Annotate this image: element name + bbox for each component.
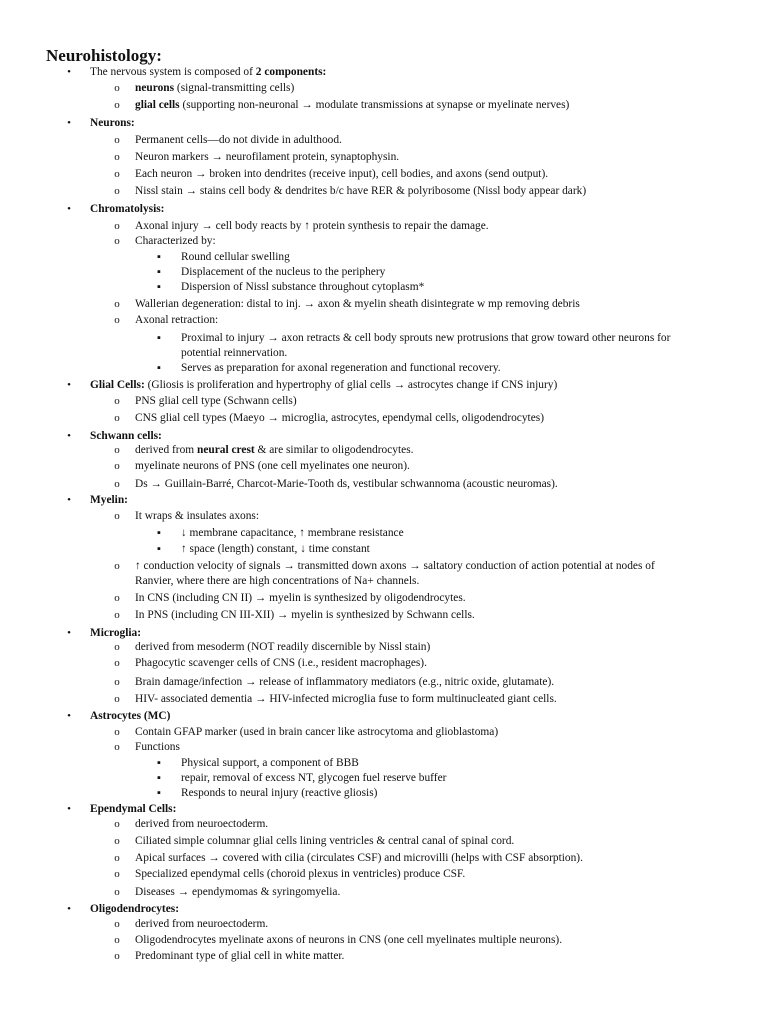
text-segment: HIV- associated dementia → HIV-infected microglia fuse to form multinucleated giant cells. — [135, 693, 557, 705]
list-item-text — [135, 851, 583, 866]
bold-text: Astrocytes (MC) — [90, 710, 171, 722]
text-segment: Dispersion of Nissl substance throughout cytoplasm* — [181, 281, 425, 293]
text-segment: PNS glial cell type (Schwann cells) — [135, 395, 297, 407]
bullet-icon: • — [67, 117, 71, 129]
bullet-icon: • — [67, 430, 71, 442]
list-item-text — [135, 234, 216, 249]
text-segment: Axonal injury → cell body reacts by ↑ protein synthesis to repair the damage. — [135, 220, 489, 232]
bullet-icon: o — [114, 818, 120, 830]
list-item-text — [135, 608, 475, 623]
bullet-icon: ▪ — [157, 266, 161, 278]
list-item-text — [135, 313, 218, 328]
bullet-icon: ▪ — [157, 772, 161, 784]
bullet-icon: o — [114, 510, 120, 522]
text-segment: Ranvier, where there are high concentrations of Na+ channels. — [135, 575, 420, 587]
bullet-icon: • — [67, 379, 71, 391]
bullet-icon: o — [114, 444, 120, 456]
text-segment: Phagocytic scavenger cells of CNS (i.e., resident macrophages). — [135, 657, 427, 669]
bold-text: Microglia: — [90, 627, 142, 639]
bold-text: Schwann cells: — [90, 430, 162, 442]
text-segment: ↑ space (length) constant, ↓ time constant — [181, 543, 370, 555]
bold-text: Chromatolysis: — [90, 203, 165, 215]
list-item-text — [135, 834, 514, 849]
bullet-icon: o — [114, 868, 120, 880]
bullet-icon: o — [114, 835, 120, 847]
bullet-icon: • — [67, 627, 71, 639]
list-item-text — [135, 477, 558, 492]
bullet-icon: o — [114, 641, 120, 653]
bold-text: Ependymal Cells: — [90, 803, 177, 815]
bullet-icon: • — [67, 66, 71, 78]
list-item-text — [135, 219, 489, 234]
text-segment: ↑ conduction velocity of signals → transmitted down axons → saltatory conduction of action potential at nodes of — [135, 560, 655, 572]
bullet-icon: o — [114, 676, 120, 688]
text-segment: Contain GFAP marker (used in brain cancer like astrocytoma and glioblastoma) — [135, 726, 499, 738]
list-item-text — [181, 280, 424, 295]
text-segment: (Gliosis is proliferation and hypertrophy of glial cells → astrocytes change if CNS injury) — [144, 379, 558, 391]
bullet-icon: o — [114, 741, 120, 753]
list-item-text — [181, 265, 385, 280]
bullet-icon: o — [114, 592, 120, 604]
bullet-icon: o — [114, 168, 120, 180]
text-segment: Round cellular swelling — [181, 251, 290, 263]
text-segment: ↓ membrane capacitance, ↑ membrane resistance — [181, 527, 404, 539]
bullet-icon: o — [114, 950, 120, 962]
bold-text: 2 components: — [255, 66, 327, 78]
bullet-icon: o — [114, 220, 120, 232]
bullet-icon: o — [114, 609, 120, 621]
bullet-icon: • — [67, 494, 71, 506]
bullet-icon: • — [67, 903, 71, 915]
list-item-text — [181, 346, 287, 361]
list-item-text — [135, 411, 544, 426]
bullet-icon: o — [114, 298, 120, 310]
list-item-text — [181, 361, 501, 376]
text-segment: In PNS (including CN III-XII) → myelin is synthesized by Schwann cells. — [135, 609, 475, 621]
text-segment: Specialized ependymal cells (choroid plexus in ventricles) produce CSF. — [135, 868, 466, 880]
list-item-text — [181, 756, 359, 771]
list-item-text — [90, 429, 162, 444]
list-item-text — [135, 443, 413, 458]
bullet-icon: o — [114, 235, 120, 247]
list-item-text — [135, 949, 344, 964]
list-item-text — [135, 740, 180, 755]
bullet-icon: ▪ — [157, 787, 161, 799]
text-segment: Permanent cells—do not divide in adulthood. — [135, 134, 342, 146]
text-segment: repair, removal of excess NT, glycogen fuel reserve buffer — [181, 772, 447, 784]
bullet-icon: • — [67, 803, 71, 815]
text-segment: Serves as preparation for axonal regeneration and functional recovery. — [181, 362, 501, 374]
text-segment: Brain damage/infection → release of inflammatory mediators (e.g., nitric oxide, glutamate). — [135, 676, 555, 688]
bullet-icon: ▪ — [157, 332, 161, 344]
list-item-text — [135, 509, 259, 524]
list-item-text — [135, 692, 557, 707]
bullet-icon: o — [114, 693, 120, 705]
bullet-icon: o — [114, 314, 120, 326]
list-item-text — [135, 675, 554, 690]
bullet-icon: o — [114, 934, 120, 946]
text-segment: Diseases → ependymomas & syringomyelia. — [135, 886, 341, 898]
bold-text: Oligodendrocytes: — [90, 903, 180, 915]
bullet-icon: o — [114, 99, 120, 111]
list-item-text — [135, 885, 340, 900]
text-segment: Characterized by: — [135, 235, 216, 247]
text-segment: Displacement of the nucleus to the periphery — [181, 266, 386, 278]
bullet-icon: ▪ — [157, 251, 161, 263]
bullet-icon: o — [114, 886, 120, 898]
list-item-text — [135, 297, 580, 312]
bold-text: neural crest — [197, 444, 255, 456]
text-segment: Ds → Guillain-Barré, Charcot-Marie-Tooth ds, vestibular schwannoma (acoustic neuromas). — [135, 478, 558, 490]
text-segment: Ciliated simple columnar glial cells lining ventricles & central canal of spinal cord. — [135, 835, 515, 847]
list-item-text — [135, 591, 466, 606]
text-segment: Functions — [135, 741, 180, 753]
bullet-icon: ▪ — [157, 527, 161, 539]
list-item-text — [135, 917, 268, 932]
page-title: Neurohistology: — [46, 46, 162, 65]
list-item-text — [135, 394, 297, 409]
text-segment: derived from — [135, 444, 197, 456]
text-segment: Neuron markers → neurofilament protein, synaptophysin. — [135, 151, 400, 163]
text-segment: It wraps & insulates axons: — [135, 510, 260, 522]
text-segment: Proximal to injury → axon retracts & cell body sprouts new protrusions that grow toward other neurons for — [181, 332, 671, 344]
list-item-text — [135, 817, 268, 832]
bullet-icon: o — [114, 726, 120, 738]
text-segment: & are similar to oligodendrocytes. — [254, 444, 414, 456]
list-item-text — [181, 250, 290, 265]
bold-text: Neurons: — [90, 117, 135, 129]
list-item-text — [90, 626, 141, 641]
text-segment: CNS glial cell types (Maeyo → microglia, astrocytes, ependymal cells, oligodendrocytes) — [135, 412, 545, 424]
text-segment: Physical support, a component of BBB — [181, 757, 359, 769]
list-item-text — [135, 81, 294, 96]
list-item-text — [135, 640, 430, 655]
bullet-icon: o — [114, 852, 120, 864]
bullet-icon: o — [114, 918, 120, 930]
list-item-text — [90, 709, 170, 724]
bullet-icon: o — [114, 185, 120, 197]
list-item-text — [135, 725, 498, 740]
bullet-icon: ▪ — [157, 362, 161, 374]
list-item-text — [90, 493, 128, 508]
list-item-text — [135, 150, 399, 165]
text-segment: Oligodendrocytes myelinate axons of neurons in CNS (one cell myelinates multiple neurons). — [135, 934, 563, 946]
bold-text: Glial Cells: — [90, 379, 145, 391]
list-item-text — [181, 786, 377, 801]
text-segment: (signal-transmitting cells) — [174, 82, 295, 94]
list-item-text — [135, 574, 419, 589]
list-item-text — [135, 459, 410, 474]
bullet-icon: o — [114, 560, 120, 572]
text-segment: derived from mesoderm (NOT readily discernible by Nissl stain) — [135, 641, 431, 653]
list-item-text — [135, 167, 548, 182]
list-item-text — [135, 867, 465, 882]
text-segment: Responds to neural injury (reactive gliosis) — [181, 787, 378, 799]
text-segment: Axonal retraction: — [135, 314, 219, 326]
bullet-icon: o — [114, 657, 120, 669]
text-segment: potential reinnervation. — [181, 347, 288, 359]
bullet-icon: o — [114, 134, 120, 146]
text-segment: Wallerian degeneration: distal to inj. → axon & myelin sheath disintegrate w mp removing debris — [135, 298, 580, 310]
text-segment: (supporting non-neuronal → modulate transmissions at synapse or myelinate nerves) — [179, 99, 570, 111]
text-segment: Predominant type of glial cell in white matter. — [135, 950, 345, 962]
list-item-text — [135, 184, 586, 199]
bullet-icon: ▪ — [157, 543, 161, 555]
bullet-icon: • — [67, 203, 71, 215]
bullet-icon: ▪ — [157, 281, 161, 293]
bullet-icon: o — [114, 478, 120, 490]
list-item-text — [90, 65, 326, 80]
bold-text: Myelin: — [90, 494, 128, 506]
bullet-icon: o — [114, 151, 120, 163]
list-item-text — [90, 802, 176, 817]
list-item-text — [90, 902, 179, 917]
bold-text: neurons — [135, 82, 175, 94]
bullet-icon: ▪ — [157, 757, 161, 769]
list-item-text — [135, 559, 655, 574]
list-item-text — [90, 202, 164, 217]
list-item-text — [135, 656, 427, 671]
bullet-icon: o — [114, 82, 120, 94]
text-segment: Each neuron → broken into dendrites (receive input), cell bodies, and axons (send output). — [135, 168, 549, 180]
list-item-text — [181, 771, 446, 786]
bullet-icon: o — [114, 395, 120, 407]
text-segment: In CNS (including CN II) → myelin is synthesized by oligodendrocytes. — [135, 592, 466, 604]
text-segment: derived from neuroectoderm. — [135, 818, 269, 830]
list-item-text — [181, 331, 670, 346]
list-item-text — [135, 98, 569, 113]
text-segment: The nervous system is composed of — [90, 66, 256, 78]
list-item-text — [90, 378, 557, 393]
text-segment: myelinate neurons of PNS (one cell myelinates one neuron). — [135, 460, 410, 472]
list-item-text — [181, 542, 370, 557]
text-segment: Apical surfaces → covered with cilia (circulates CSF) and microvilli (helps with CSF absorption). — [135, 852, 583, 864]
text-segment: derived from neuroectoderm. — [135, 918, 269, 930]
bullet-icon: o — [114, 460, 120, 472]
bullet-icon: • — [67, 710, 71, 722]
bold-text: glial cells — [135, 99, 180, 111]
list-item-text — [135, 133, 342, 148]
list-item-text — [90, 116, 135, 131]
list-item-text — [181, 526, 404, 541]
list-item-text — [135, 933, 562, 948]
bullet-icon: o — [114, 412, 120, 424]
text-segment: Nissl stain → stains cell body & dendrites b/c have RER & polyribosome (Nissl body appear dark) — [135, 185, 587, 197]
